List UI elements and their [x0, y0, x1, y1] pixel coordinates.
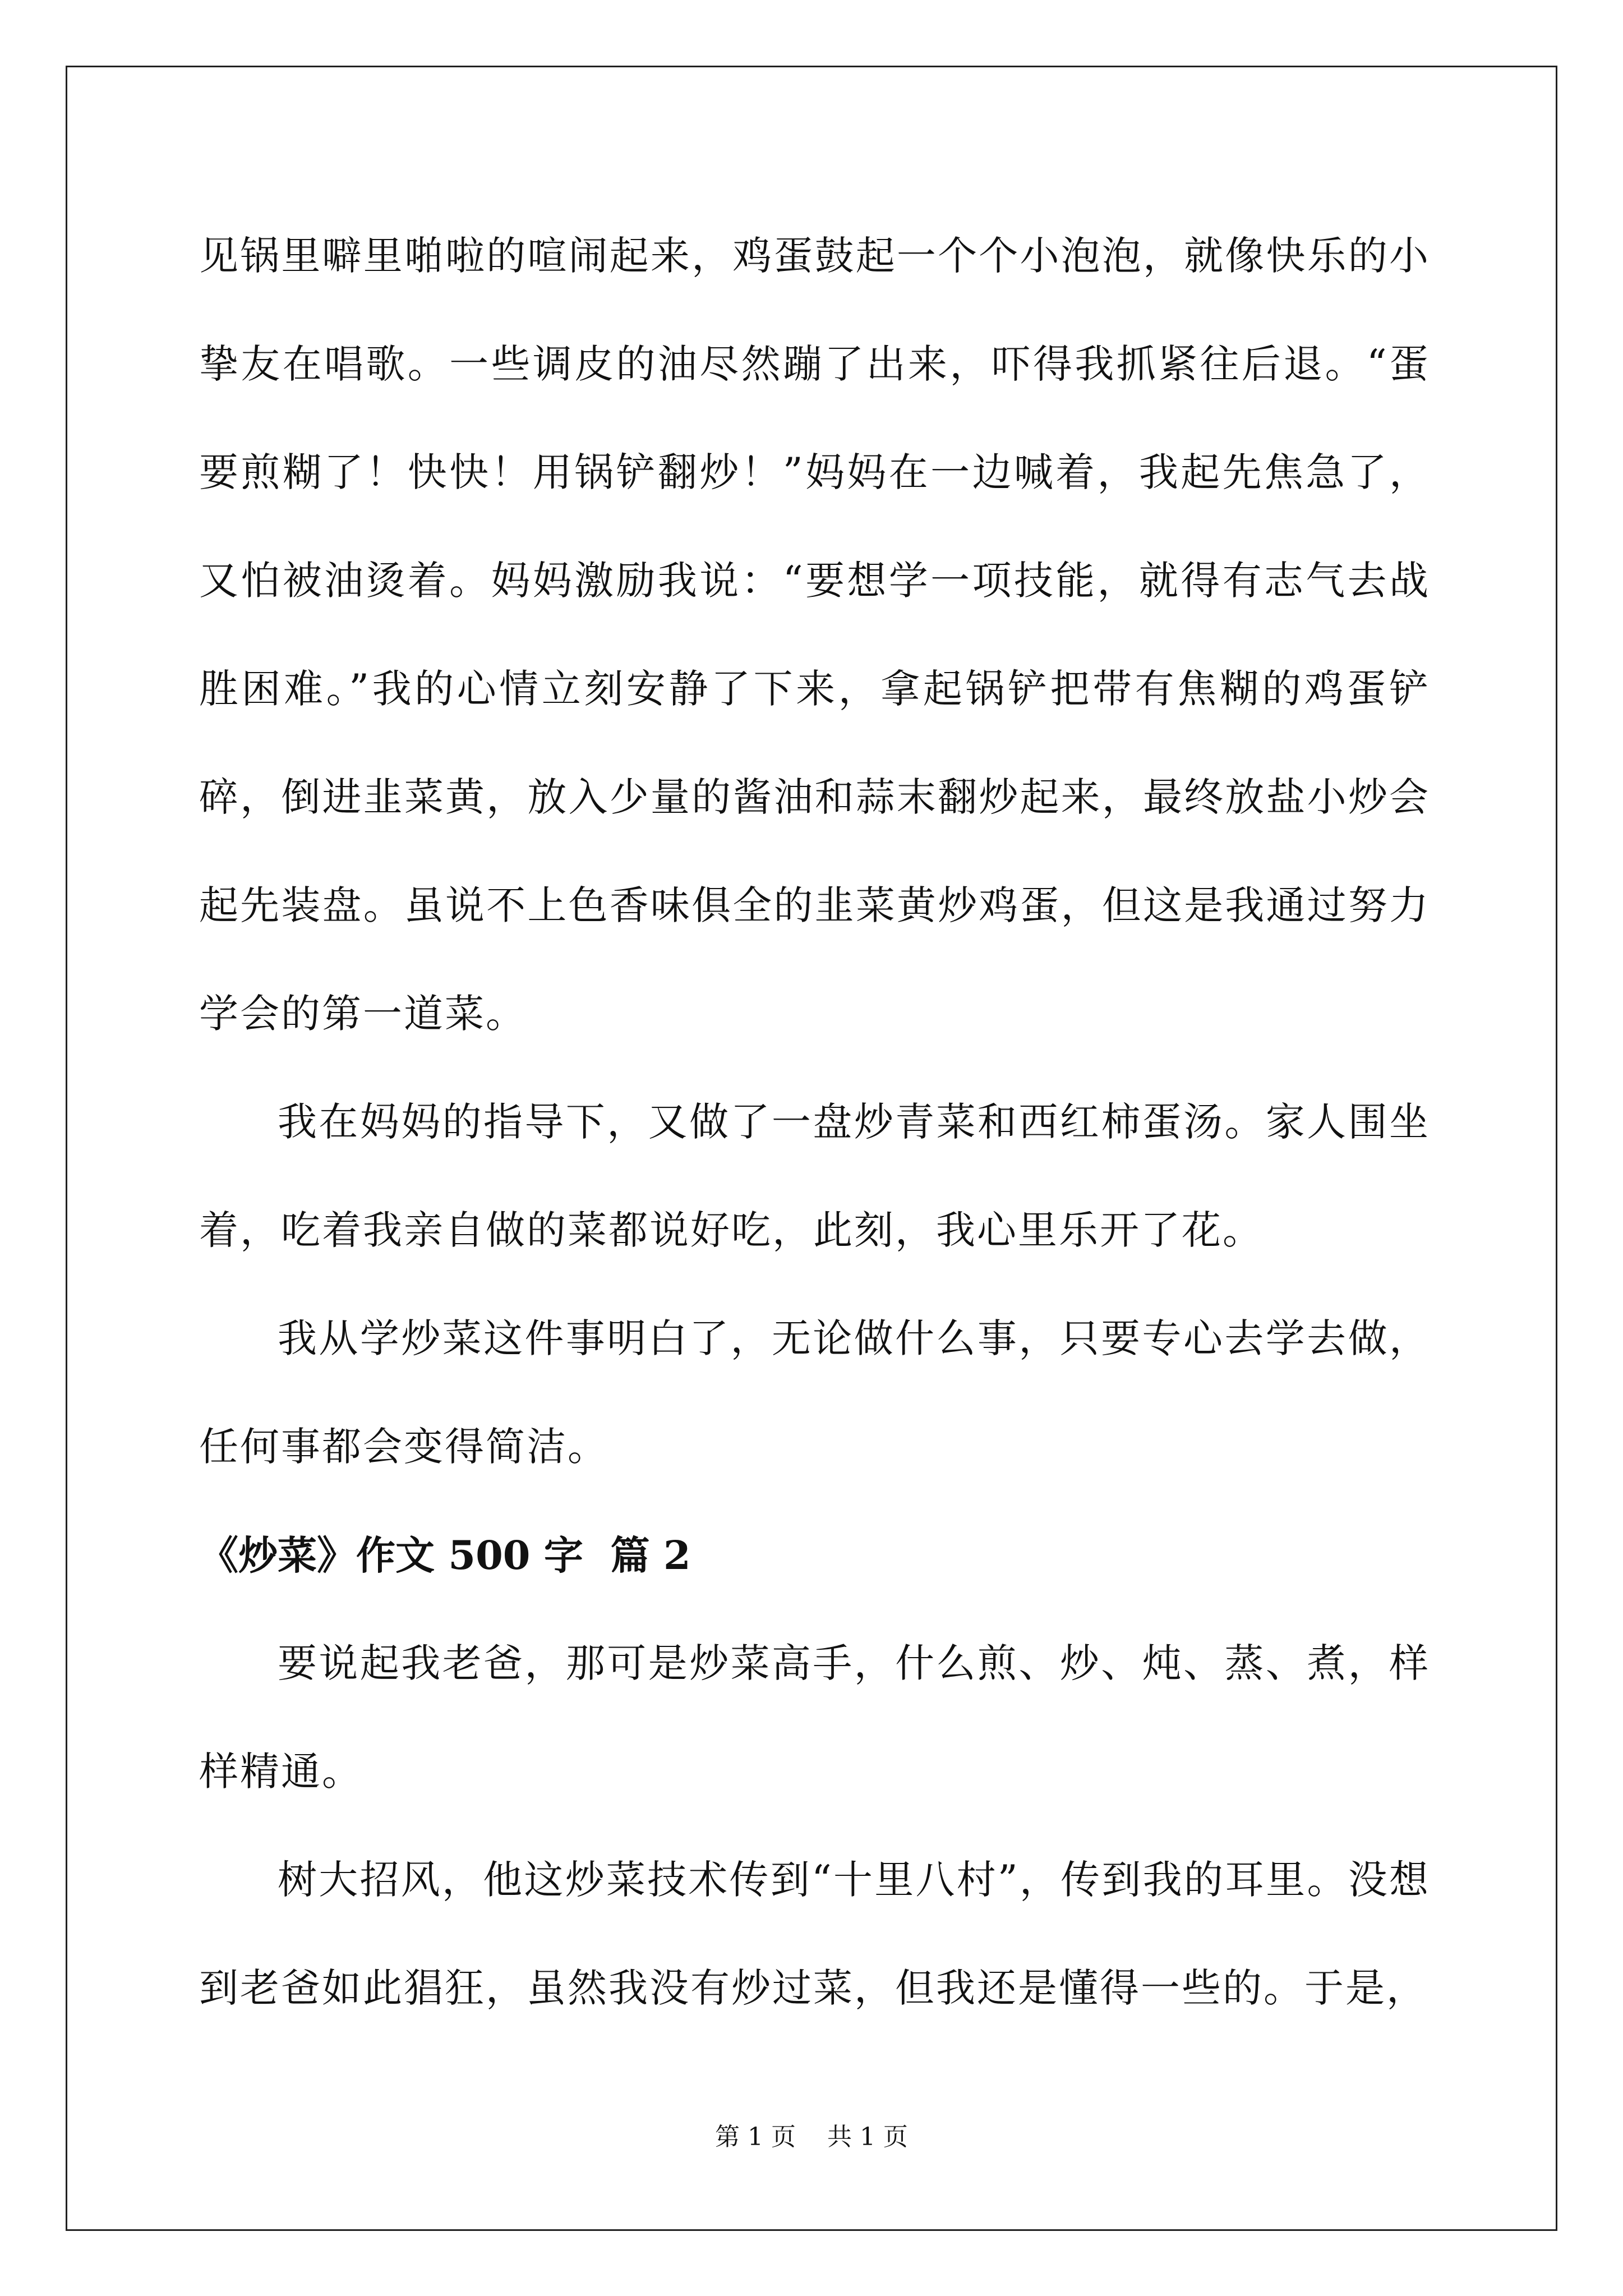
section-heading: 《炒菜》作文 500 字 篇 2	[199, 1532, 691, 1579]
paragraph-4: 要说起我老爸，那可是炒菜高手，什么煎、炒、炖、蒸、煮，样样精通。	[199, 1640, 1430, 1795]
paragraph-1: 见锅里噼里啪啦的喧闹起来，鸡蛋鼓起一个个小泡泡，就像快乐的小挚友在唱歌。一些调皮的油尽然蹦了出来，吓得我抓紧往后退。“蛋要煎糊了！快快！用锅铲翻炒！”妈妈在一边喊着，我起先焦急了，又怕被油烫着。妈妈激励我说：“要想学一项技能，就得有志气去战胜困难。”我的心情立刻安静了下来，拿起锅铲把带有焦糊的鸡蛋铲碎，倒进韭菜黄，放入少量的酱油和蒜末翻炒起来，最终放盐小炒会起先装盘。虽说不上色香味俱全的韭菜黄炒鸡蛋，但这是我通过努力学会的第一道菜。	[199, 233, 1430, 1037]
paragraph-5: 树大招风，他这炒菜技术传到“十里八村”，传到我的耳里。没想到老爸如此猖狂，虽然我没有炒过菜，但我还是懂得一些的。于是，	[199, 1857, 1430, 2011]
page-footer: 第 1 页 共 1 页	[715, 2123, 908, 2151]
paragraph-3: 我从学炒菜这件事明白了，无论做什么事，只要专心去学去做，任何事都会变得简洁。	[199, 1315, 1430, 1470]
paragraph-2: 我在妈妈的指导下，又做了一盘炒青菜和西红柿蛋汤。家人围坐着，吃着我亲自做的菜都说好吃，此刻，我心里乐开了花。	[199, 1099, 1430, 1253]
document-body	[199, 202, 1430, 2042]
